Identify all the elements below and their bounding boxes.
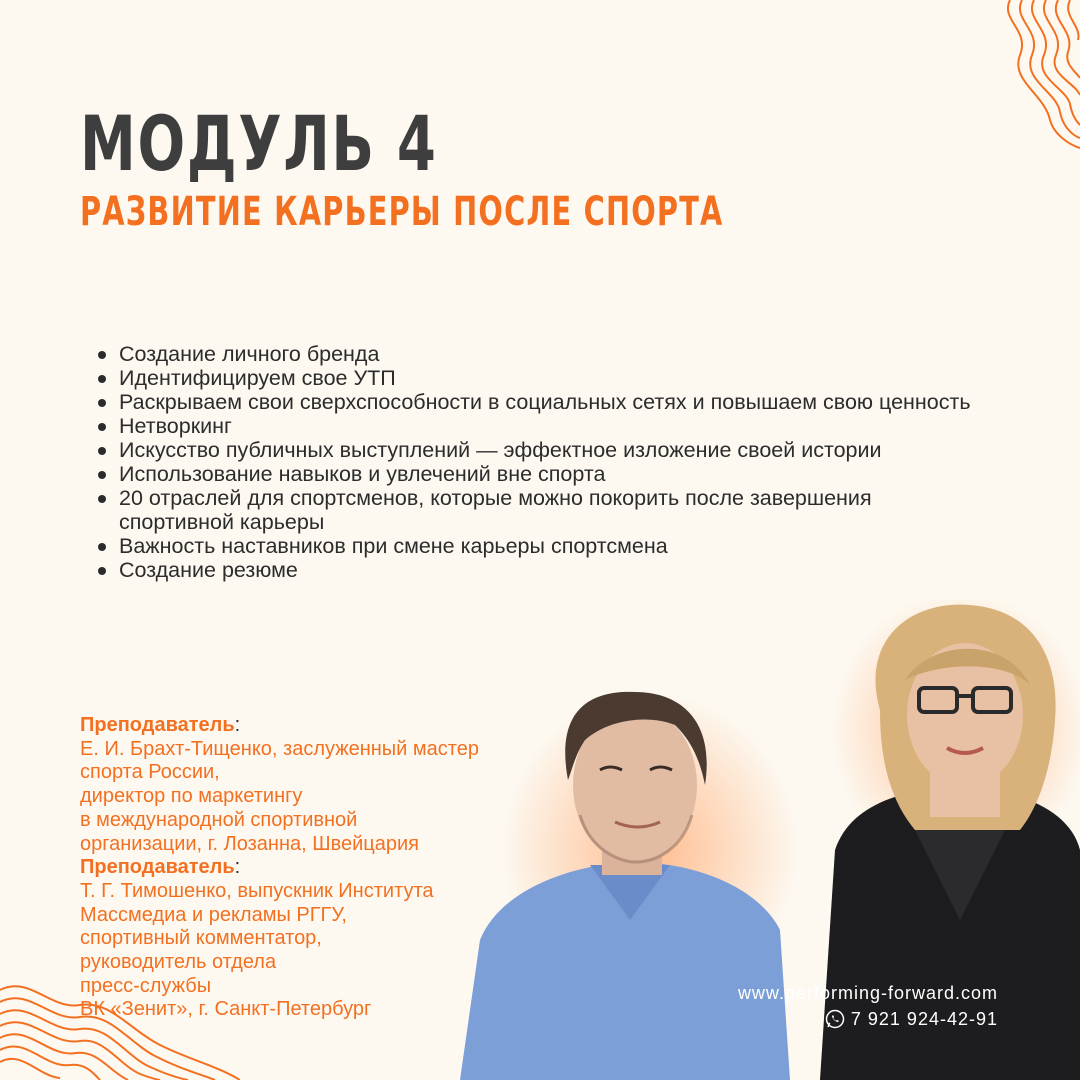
teacher-label: Преподаватель	[80, 714, 235, 736]
teacher-label: Преподаватель	[80, 856, 235, 879]
topic-item: Важность наставников при смене карьеры спортсмена	[98, 534, 978, 558]
contacts-block	[738, 980, 998, 1032]
phone-row[interactable]	[738, 1006, 998, 1032]
topic-item: Нетворкинг	[98, 414, 978, 438]
teacher-bio-line: пресс-службы	[80, 974, 212, 997]
teacher-bio-line: руководитель отдела	[80, 951, 277, 974]
teacher-bio-line: Т. Г. Тимошенко, выпускник Института	[80, 879, 434, 902]
topic-item: Создание личного бренда	[98, 342, 978, 366]
module-title: МОДУЛЬ 4	[80, 99, 438, 188]
teacher-bio-line: в международной спортивной	[80, 808, 358, 831]
teacher-bio-line: спорта России,	[80, 761, 220, 784]
topic-item: Искусство публичных выступлений — эффектное изложение своей истории	[98, 438, 978, 462]
whatsapp-icon	[825, 1009, 845, 1029]
module-subtitle: РАЗВИТИЕ КАРЬЕРЫ ПОСЛЕ СПОРТА	[80, 189, 724, 235]
teacher-label-colon: :	[234, 856, 241, 879]
teacher-bio-line: спортивный комментатор,	[80, 927, 322, 950]
teacher-bio-line: организации, г. Лозанна, Швейцария	[80, 832, 419, 855]
teacher-bio-line: директор по маркетингу	[80, 785, 303, 808]
topic-item: Использование навыков и увлечений вне спорта	[98, 462, 978, 486]
topic-item: Раскрываем свои сверхспособности в социальных сетях и повышаем свою ценность	[98, 390, 978, 414]
teacher-bio-line: Е. И. Брахт-Тищенко, заслуженный мастер	[80, 737, 479, 760]
wave-decoration-top	[990, 0, 1080, 150]
teacher-bio-line: ВК «Зенит», г. Санкт-Петербург	[80, 998, 372, 1021]
teacher-label-colon: :	[234, 714, 241, 736]
topic-item: Идентифицируем свое УТП	[98, 366, 978, 390]
topic-item: 20 отраслей для спортсменов, которые можно покорить после завершения спортивной карьеры	[98, 486, 978, 534]
website-link[interactable]: www.performing-forward.com	[737, 983, 998, 1003]
teacher-bio-line: Массмедиа и рекламы РГГУ,	[80, 903, 347, 926]
topic-item: Создание резюме	[98, 558, 978, 582]
phone-number: 7 921 924-42-91	[850, 1009, 998, 1029]
topic-list	[98, 342, 978, 582]
